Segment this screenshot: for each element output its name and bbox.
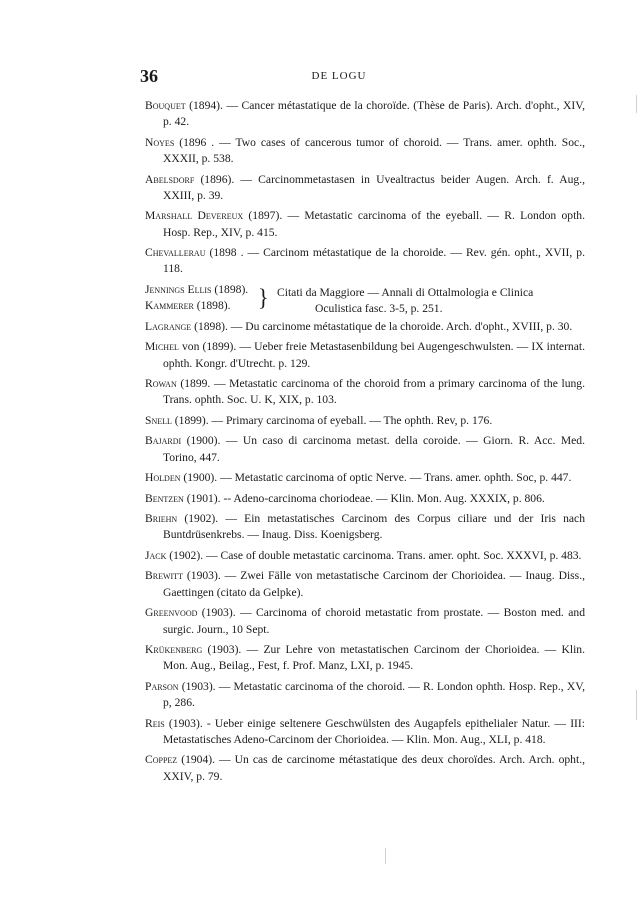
reference-entry [145,413,585,429]
reference-author: Parson [145,679,179,693]
reference-entry [145,752,585,785]
reference-text: (1903). — Zur Lehre von metastatischen Carcinom der Chorioidea. — Klin. Mon. Aug., Beilag., Fest, f. Prof. Manz, LXI, p. 1945. [163,643,585,673]
reference-author: Noyes [145,135,175,149]
reference-entry [145,208,585,241]
grouped-reference [145,282,585,315]
reference-author: Brewitt [145,569,183,583]
reference-entry [145,511,585,544]
page-number: 36 [140,66,158,86]
citation-line-1: Citati da Maggiore — Annali di Ottalmologia e Clinica [277,285,534,299]
reference-text: (1903). — Zwei Fälle von metastatische Carcinom der Chorioidea. — Inaug. Diss., Gaettingen (citato da Gelpke). [163,569,585,599]
reference-author: Krükenberg [145,643,203,657]
reference-author: Chevallerau [145,246,206,260]
reference-author: Jack [145,548,167,562]
reference-text: (1898). — Du carcinome métastatique de la choroide. Arch. d'opht., XVIII, p. 30. [191,319,573,333]
reference-author: Coppez [145,753,178,767]
reference-entry [145,433,585,466]
reference-entry [145,548,585,564]
brace-icon: } [258,283,269,312]
reference-author: Marshall Devereux [145,209,244,223]
reference-text: (1903). — Metastatic carcinoma of the choroid. — R. London ophth. Hosp. Rep., XV, p, 286. [163,679,585,710]
grouped-entry-1 [145,282,248,298]
reference-author: Snell [145,413,172,427]
reference-author: Kammerer [145,298,194,312]
reference-author: Bentzen [145,491,184,505]
reference-text: (1903). - Ueber einige seltenere Geschwülsten des Augapfels epithelialer Natur. — III: Metastatisches Adeno-Carcinom der Chorioidea. — Klin. Mon. Aug., XLI, p. 418. [163,716,585,746]
reference-entry [145,568,585,601]
reference-author: Briehn [145,512,178,526]
reference-entry [145,470,585,486]
reference-author: Lagrange [145,319,192,333]
reference-text: (1902). — Case of double metastatic carcinoma. Trans. amer. opht. Soc. XXXVI, p. 483. [166,548,582,562]
reference-entry [145,319,585,335]
reference-text: (1896 . — Two cases of cancerous tumor of choroid. — Trans. amer. ophth. Soc., XXXII, p. 538. [163,135,585,166]
grouped-entry-2 [145,298,231,314]
reference-text: von (1899). — Ueber freie Metastasenbildung bei Augengeschwulsten. — IX internat. ophth. Kongr. d'Utrecht. p. 129. [163,340,585,370]
reference-entry [145,172,585,205]
reference-author: Bajardi [145,434,182,448]
reference-author: Greenvood [145,606,198,620]
reference-text: (1897). — Metastatic carcinoma of the eyeball. — R. London opth. Hosp. Rep., XIV, p. 415. [163,209,585,239]
reference-text: (1899). — Primary carcinoma of eyeball. — The ophth. Rev, p. 176. [171,413,493,427]
reference-entry [145,245,585,278]
reference-text: (1896). — Carcinommetastasen in Uvealtractus beider Augen. Arch. f. Aug., XXIII, p. 39. [163,172,585,202]
scan-edge-mark [636,690,637,720]
reference-year: (1898). [211,282,249,296]
reference-text: (1900). — Un caso di carcinoma metast. della coroide. — Giorn. R. Acc. Med. Torino, 447. [163,434,585,464]
reference-author: Michel [145,340,179,354]
citation-line-2: Oculistica fasc. 3-5, p. 251. [315,302,443,316]
reference-author: Rowan [145,377,177,391]
reference-entry [145,339,585,372]
reference-text: (1894). — Cancer métastatique de la choroïde. (Thèse de Paris). Arch. d'opht., XIV, p. 42. [163,99,585,129]
reference-entry [145,679,585,712]
reference-entry [145,98,585,131]
reference-entry [145,605,585,638]
reference-entry [145,135,585,168]
scan-edge-mark [385,848,386,864]
reference-entry [145,376,585,409]
reference-text: (1900). — Metastatic carcinoma of optic Nerve. — Trans. amer. ophth. Soc, p. 447. [180,471,572,485]
reference-text: (1901). -- Adeno-carcinoma choriodeae. — Klin. Mon. Aug. XXXIX, p. 806. [183,491,545,505]
reference-entry [145,642,585,675]
reference-author: Reis [145,716,165,730]
grouped-citation [277,285,587,318]
reference-text: (1903). — Carcinoma of choroid metastatic from prostate. — Boston med. and surgic. Journ., 10 Sept. [163,606,585,636]
reference-author: Bouquet [145,99,186,112]
bibliography-list [145,98,585,789]
reference-author: Abelsdorf [145,172,195,186]
scan-edge-mark [636,95,637,113]
reference-text: (1904). — Un cas de carcinome métastatique des deux choroïdes. Arch. Arch. opht., XXIV, p. 79. [163,753,585,783]
reference-text: (1902). — Ein metastatisches Carcinom des Corpus ciliare und der Iris nach Buntdrüsenkrebs. — Inaug. Diss. Koenigsberg. [163,512,585,542]
reference-author: Jennings Ellis [145,282,212,296]
reference-entry [145,491,585,507]
running-head: DE LOGU [311,70,367,82]
reference-author: Holden [145,471,181,485]
reference-text: (1898 . — Carcinom métastatique de la choroide. — Rev. gén. opht., XVII, p. 118. [163,246,585,276]
reference-entry [145,716,585,749]
reference-year: (1898). [193,298,231,312]
reference-text: (1899. — Metastatic carcinoma of the choroid from a primary carcinoma of the lung. Trans. ophth. Soc. U. K, XIX, p. 103. [163,377,585,407]
